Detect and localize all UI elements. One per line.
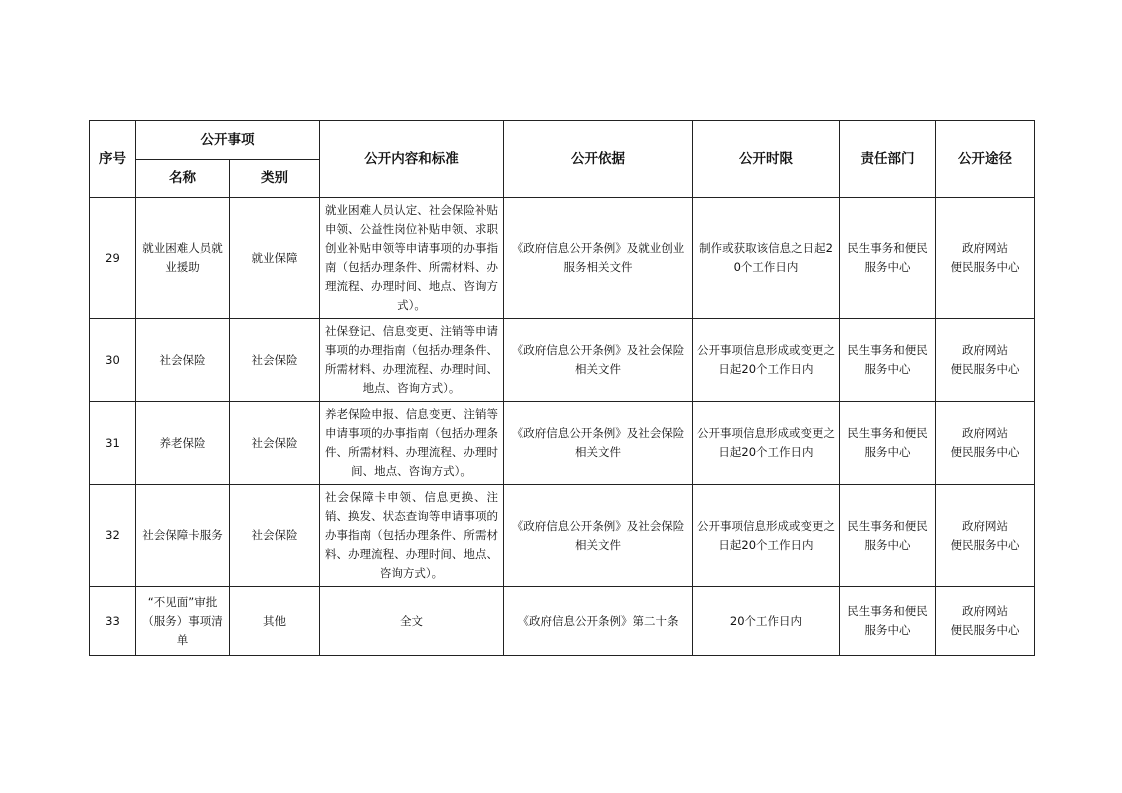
row-content: 社保登记、信息变更、注销等申请事项的办理指南（包括办理条件、所需材料、办理流程、办理时间、地点、咨询方式）。 [320, 319, 504, 402]
table-header [90, 121, 1035, 198]
channel-service-center: 便民服务中心 [950, 537, 1020, 552]
header-seq: 序号 [90, 121, 136, 198]
row-basis: 《政府信息公开条例》及社会保险相关文件 [504, 402, 693, 485]
table-row [90, 402, 1035, 485]
header-department: 责任部门 [840, 121, 936, 198]
disclosure-table [89, 120, 1035, 656]
row-seq: 32 [90, 485, 136, 587]
table-row [90, 587, 1035, 656]
row-time-limit: 制作或获取该信息之日起20个工作日内 [693, 198, 840, 319]
row-content: 养老保险申报、信息变更、注销等申请事项的办事指南（包括办理条件、所需材料、办理流程、办理时间、地点、咨询方式）。 [320, 402, 504, 485]
row-seq: 33 [90, 587, 136, 656]
row-time-limit: 20个工作日内 [693, 587, 840, 656]
table-row [90, 198, 1035, 319]
channel-website: 政府网站 [962, 426, 1008, 440]
row-department: 民生事务和便民服务中心 [840, 402, 936, 485]
row-category: 就业保障 [230, 198, 320, 319]
row-name: 社会保障卡服务 [136, 485, 230, 587]
row-basis: 《政府信息公开条例》及社会保险相关文件 [504, 485, 693, 587]
header-channel: 公开途径 [936, 121, 1035, 198]
header-name: 名称 [136, 160, 230, 198]
row-time-limit: 公开事项信息形成或变更之日起20个工作日内 [693, 485, 840, 587]
row-channel [936, 485, 1035, 587]
row-category: 社会保险 [230, 319, 320, 402]
table-row [90, 319, 1035, 402]
row-seq: 29 [90, 198, 136, 319]
row-category: 社会保险 [230, 485, 320, 587]
channel-website: 政府网站 [962, 518, 1008, 533]
header-basis: 公开依据 [504, 121, 693, 198]
channel-service-center: 便民服务中心 [950, 445, 1020, 459]
row-category: 社会保险 [230, 402, 320, 485]
row-content: 就业困难人员认定、社会保险补贴申领、公益性岗位补贴申领、求职创业补贴申领等申请事项的办事指南（包括办理条件、所需材料、办理流程、办理时间、地点、咨询方式）。 [320, 198, 504, 319]
row-channel [936, 587, 1035, 656]
row-name: 养老保险 [136, 402, 230, 485]
header-category: 类别 [230, 160, 320, 198]
header-time-limit: 公开时限 [693, 121, 840, 198]
row-content: 全文 [320, 587, 504, 656]
row-seq: 31 [90, 402, 136, 485]
row-name: “不见面”审批（服务）事项清单 [136, 587, 230, 656]
header-item-group: 公开事项 [136, 121, 320, 160]
row-channel [936, 198, 1035, 319]
row-basis: 《政府信息公开条例》及社会保险相关文件 [504, 319, 693, 402]
row-category: 其他 [230, 587, 320, 656]
table-row [90, 485, 1035, 587]
row-name: 就业困难人员就业援助 [136, 198, 230, 319]
row-time-limit: 公开事项信息形成或变更之日起20个工作日内 [693, 319, 840, 402]
channel-website: 政府网站 [962, 343, 1008, 357]
row-channel [936, 402, 1035, 485]
row-seq: 30 [90, 319, 136, 402]
row-department: 民生事务和便民服务中心 [840, 485, 936, 587]
row-basis: 《政府信息公开条例》及就业创业服务相关文件 [504, 198, 693, 319]
channel-service-center: 便民服务中心 [950, 623, 1020, 637]
channel-website: 政府网站 [962, 604, 1008, 618]
row-channel [936, 319, 1035, 402]
row-name: 社会保险 [136, 319, 230, 402]
row-department: 民生事务和便民服务中心 [840, 587, 936, 656]
row-department: 民生事务和便民服务中心 [840, 198, 936, 319]
row-content: 社会保障卡申领、信息更换、注销、换发、状态查询等申请事项的办事指南（包括办理条件、所需材料、办理流程、办理时间、地点、咨询方式）。 [320, 485, 504, 587]
channel-service-center: 便民服务中心 [950, 260, 1020, 274]
row-basis: 《政府信息公开条例》第二十条 [504, 587, 693, 656]
channel-website: 政府网站 [962, 241, 1008, 255]
channel-service-center: 便民服务中心 [950, 362, 1020, 376]
row-department: 民生事务和便民服务中心 [840, 319, 936, 402]
row-time-limit: 公开事项信息形成或变更之日起20个工作日内 [693, 402, 840, 485]
header-content: 公开内容和标准 [320, 121, 504, 198]
